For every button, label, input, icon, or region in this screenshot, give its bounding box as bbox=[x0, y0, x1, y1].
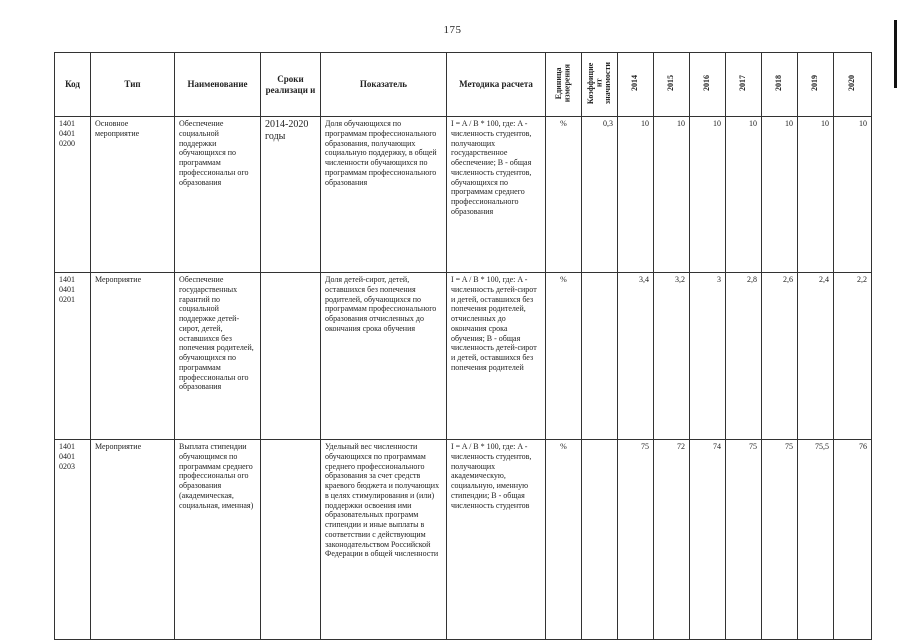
indicators-table bbox=[54, 52, 872, 640]
row-name: Обеспечение государственных гарантий по социальной поддержке детей-сирот, детей, оставшихся без попечения родителей, обучающихся по программам профессиональн ого образования bbox=[175, 273, 261, 440]
scan-edge-mark bbox=[894, 20, 897, 88]
row-value-2015: 10 bbox=[654, 117, 690, 273]
header-year-2017: 2017 bbox=[726, 53, 762, 117]
row-code: 1401 0401 0201 bbox=[55, 273, 91, 440]
row-unit: % bbox=[546, 440, 582, 640]
row-type: Мероприятие bbox=[91, 273, 175, 440]
header-code: Код bbox=[55, 53, 91, 117]
row-value-2020: 76 bbox=[834, 440, 872, 640]
row-value-2016: 10 bbox=[690, 117, 726, 273]
header-coef: Коэффицие нт значимости bbox=[582, 53, 618, 117]
row-indicator: Доля детей-сирот, детей, оставшихся без попечения родителей, обучающихся по программам профессионального образования отчисленных до окончания срока обучения bbox=[321, 273, 447, 440]
row-value-2014: 75 bbox=[618, 440, 654, 640]
row-period: 2014-2020 годы bbox=[261, 117, 321, 273]
row-value-2017: 75 bbox=[726, 440, 762, 640]
row-value-2020: 2,2 bbox=[834, 273, 872, 440]
table-row bbox=[55, 273, 872, 440]
header-year-2019: 2019 bbox=[798, 53, 834, 117]
row-name: Обеспечение социальной поддержки обучающихся по программам профессиональн ого образования bbox=[175, 117, 261, 273]
header-indicator: Показатель bbox=[321, 53, 447, 117]
row-value-2014: 3,4 bbox=[618, 273, 654, 440]
page-number: 175 bbox=[443, 24, 462, 36]
row-period bbox=[261, 440, 321, 640]
header-year-2020: 2020 bbox=[834, 53, 872, 117]
header-type: Тип bbox=[91, 53, 175, 117]
row-code: 1401 0401 0200 bbox=[55, 117, 91, 273]
header-year-2018: 2018 bbox=[762, 53, 798, 117]
header-row bbox=[55, 53, 872, 117]
table-row bbox=[55, 440, 872, 640]
row-value-2018: 10 bbox=[762, 117, 798, 273]
header-year-2014: 2014 bbox=[618, 53, 654, 117]
row-unit: % bbox=[546, 273, 582, 440]
header-unit: Единица измерения bbox=[546, 53, 582, 117]
row-value-2019: 10 bbox=[798, 117, 834, 273]
row-value-2014: 10 bbox=[618, 117, 654, 273]
row-value-2020: 10 bbox=[834, 117, 872, 273]
header-year-2015: 2015 bbox=[654, 53, 690, 117]
row-coef bbox=[582, 440, 618, 640]
row-value-2015: 72 bbox=[654, 440, 690, 640]
row-value-2019: 75,5 bbox=[798, 440, 834, 640]
row-value-2017: 10 bbox=[726, 117, 762, 273]
header-year-2016: 2016 bbox=[690, 53, 726, 117]
row-type: Основное мероприятие bbox=[91, 117, 175, 273]
row-unit: % bbox=[546, 117, 582, 273]
header-name: Наименование bbox=[175, 53, 261, 117]
row-method: I = A / B * 100, где: A - численность студентов, получающих академическую, социальную, именную стипендии; B - общая численность студентов bbox=[447, 440, 546, 640]
row-indicator: Доля обучающихся по программам профессионального образования, получающих социальную поддержку, в общей численности обучающихся по программам профессионального образования bbox=[321, 117, 447, 273]
row-code: 1401 0401 0203 bbox=[55, 440, 91, 640]
table-row bbox=[55, 117, 872, 273]
row-name: Выплата стипендии обучающимся по программам среднего профессиональн ого образования (академическая, социальная, именная) bbox=[175, 440, 261, 640]
header-period: Сроки реализаци и bbox=[261, 53, 321, 117]
row-coef bbox=[582, 273, 618, 440]
row-value-2018: 2,6 bbox=[762, 273, 798, 440]
row-indicator: Удельный вес численности обучающихся по программам среднего профессионального образования за счет средств краевого бюджета и получающих в целях стимулирования и (или) поддержки освоения ими образовательных программ стипендии и иные выплаты в соответствии с действующим законодательством Российской Федерации в общей численности bbox=[321, 440, 447, 640]
row-period bbox=[261, 273, 321, 440]
row-method: I = A / B * 100, где: A - численность студентов, получающих государственное обеспечение; B - общая численность студентов, обучающихся по программам среднего профессионального образования bbox=[447, 117, 546, 273]
row-method: I = A / B * 100, где: A - численность детей-сирот и детей, оставшихся без попечения родителей, отчисленных до окончания срока обучения; B - общая численность детей-сирот и детей, оставшихся без попечения родителей bbox=[447, 273, 546, 440]
header-method: Методика расчета bbox=[447, 53, 546, 117]
row-value-2016: 74 bbox=[690, 440, 726, 640]
row-coef: 0,3 bbox=[582, 117, 618, 273]
row-value-2016: 3 bbox=[690, 273, 726, 440]
row-type: Мероприятие bbox=[91, 440, 175, 640]
row-value-2015: 3,2 bbox=[654, 273, 690, 440]
row-value-2018: 75 bbox=[762, 440, 798, 640]
row-value-2017: 2,8 bbox=[726, 273, 762, 440]
row-value-2019: 2,4 bbox=[798, 273, 834, 440]
